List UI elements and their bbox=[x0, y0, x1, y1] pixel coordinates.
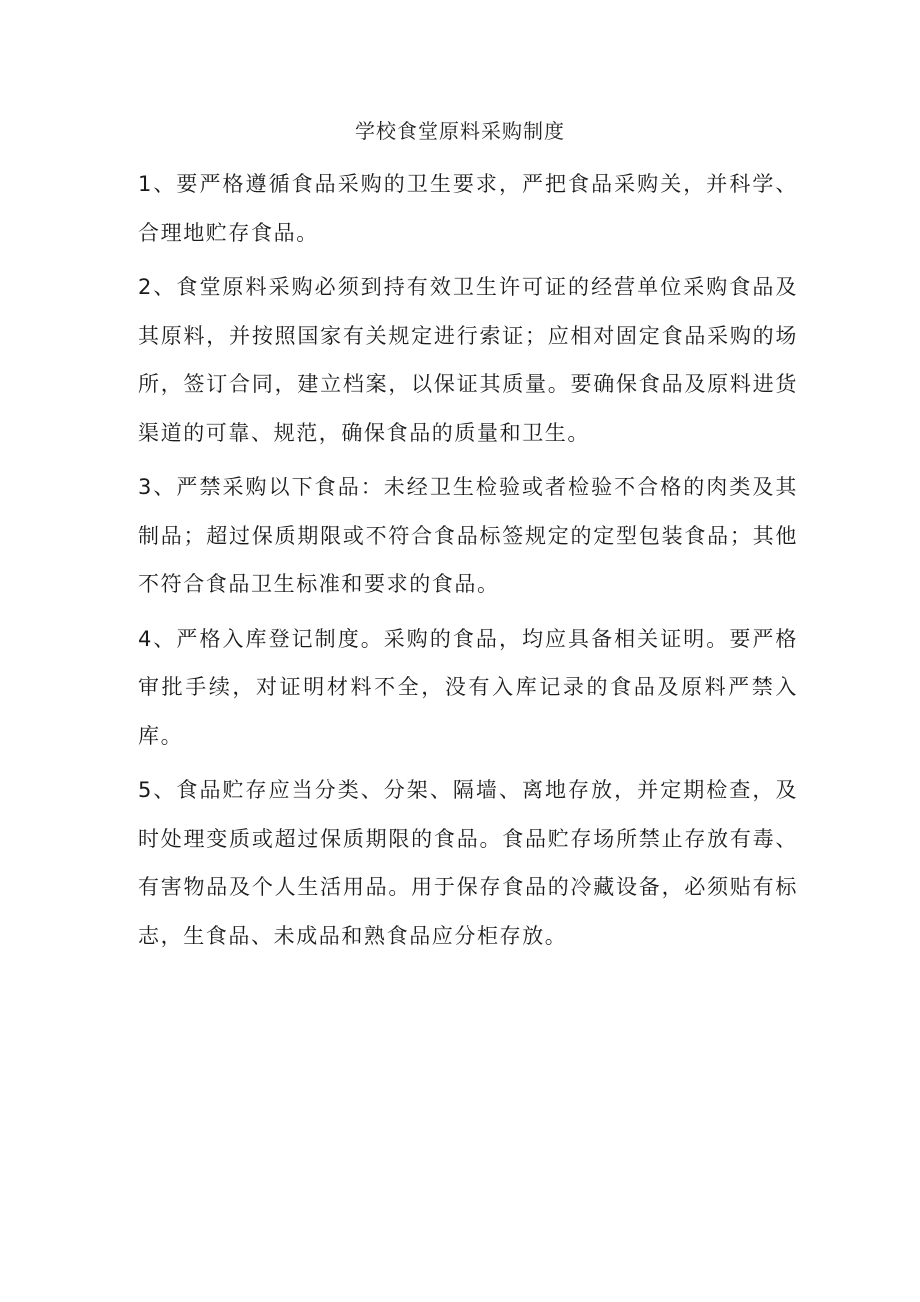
document-title: 学校食堂原料采购制度 bbox=[355, 119, 565, 143]
paragraph-1: 1、要严格遵循食品采购的卫生要求，严把食品采购关，并科学、合理地贮存食品。 bbox=[138, 172, 798, 245]
paragraph-2: 2、食堂原料采购必须到持有效卫生许可证的经营单位采购食品及其原料，并按照国家有关规定进行索证；应相对固定食品采购的场所，签订合同，建立档案，以保证其质量。要确保食品及原料进货渠道的可靠、规范，确保食品的质量和卫生。 bbox=[138, 275, 798, 445]
paragraph-4: 4、严格入库登记制度。采购的食品，均应具备相关证明。要严格审批手续，对证明材料不全，没有入库记录的食品及原料严禁入库。 bbox=[138, 626, 798, 748]
document-body bbox=[138, 160, 798, 966]
paragraph-3: 3、严禁采购以下食品：未经卫生检验或者检验不合格的肉类及其制品；超过保质期限或不符合食品标签规定的定型包装食品；其他不符合食品卫生标准和要求的食品。 bbox=[138, 475, 798, 596]
paragraph-5: 5、食品贮存应当分类、分架、隔墙、离地存放，并定期检查，及时处理变质或超过保质期限的食品。食品贮存场所禁止存放有毒、有害物品及个人生活用品。用于保存食品的冷藏设备，必须贴有标志，生食品、未成品和熟食品应分柜存放。 bbox=[138, 778, 798, 948]
